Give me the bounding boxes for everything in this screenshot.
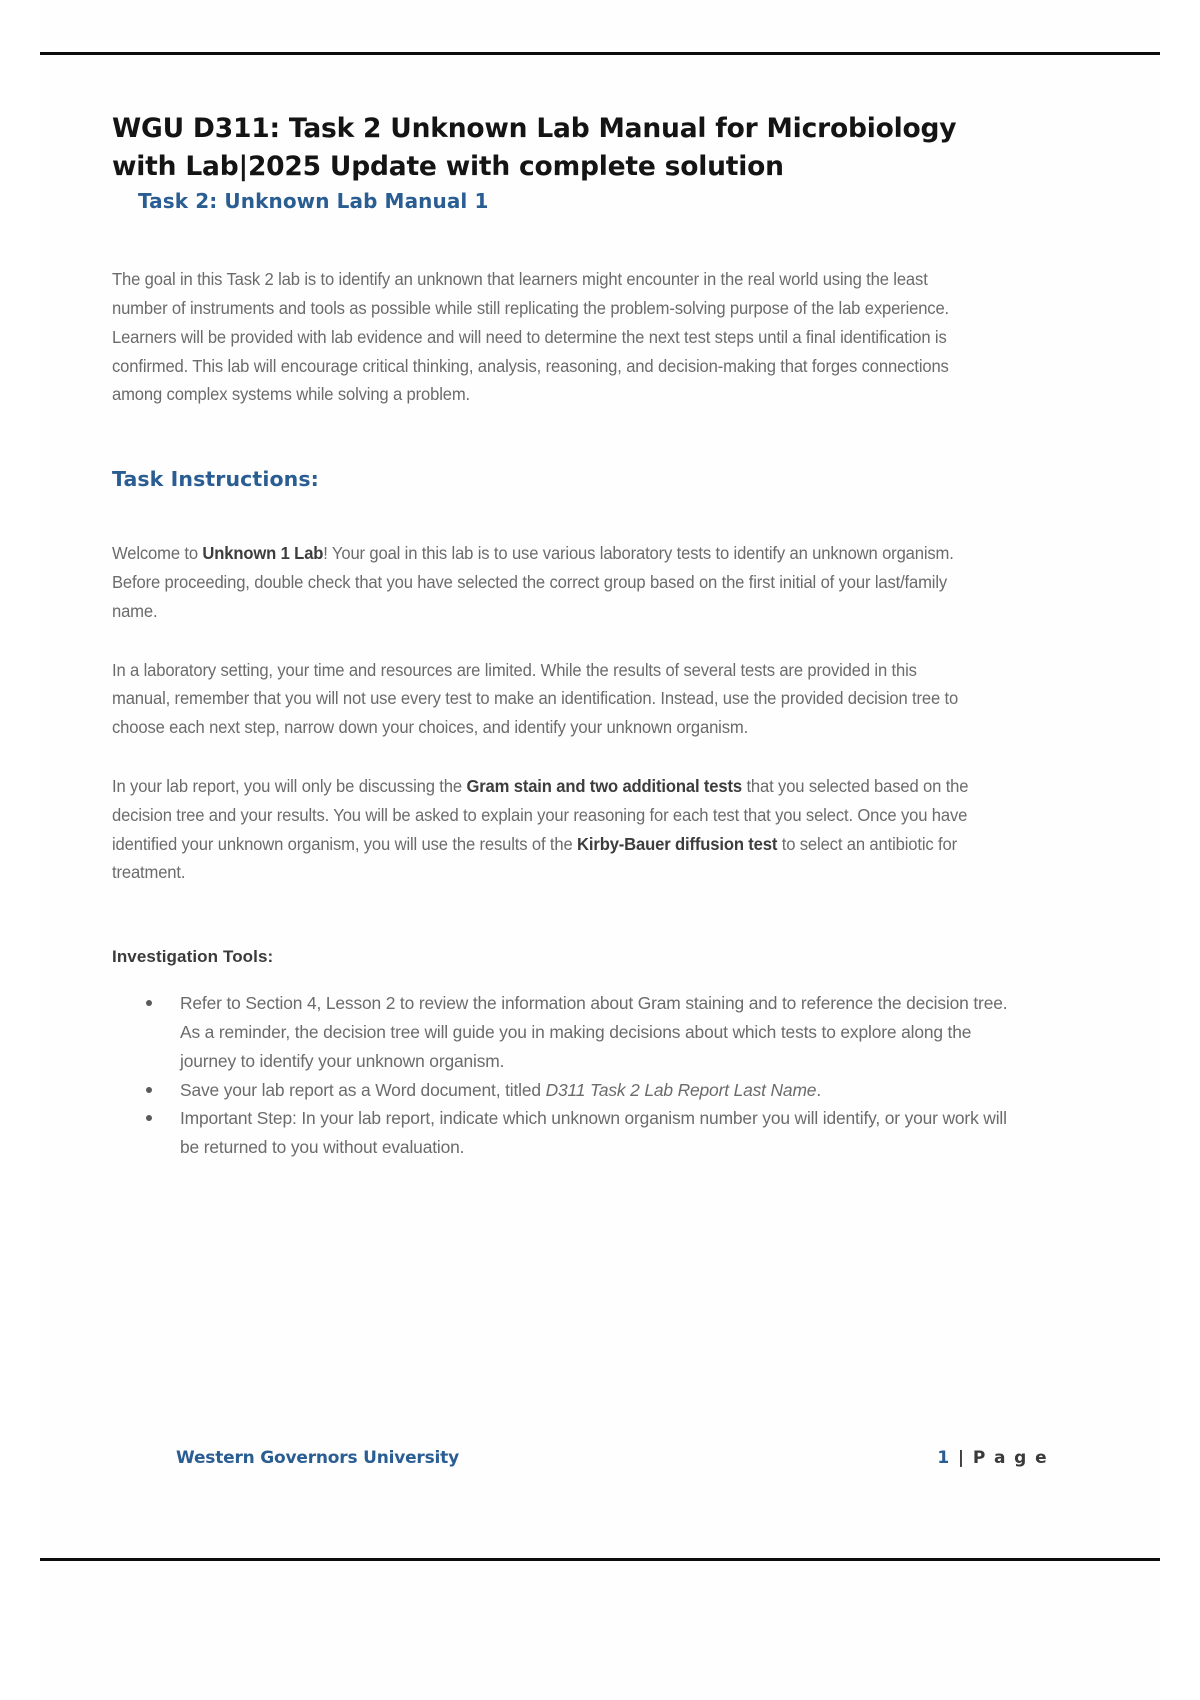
list-item-italic: D311 Task 2 Lab Report Last Name	[545, 1079, 817, 1100]
investigation-tools-heading: Investigation Tools:	[112, 947, 274, 967]
paragraph-lab-report-bold-kirby-bauer: Kirby-Bauer diffusion test	[577, 833, 778, 854]
intro-paragraph: The goal in this Task 2 lab is to identify an unknown that learners might encounter in the real world using the least number of instruments and tools as possible while still replicating the problem-solving purpose of the lab experience. Learners will be provided with lab evidence and will need to determine the next test steps until a final identification is confirmed. This lab will encourage critical thinking, analysis, reasoning, and decision-making that forges connections among complex systems while solving a problem.	[112, 269, 950, 405]
paragraph-lab-report-text-3: to select an antibiotic for treatment.	[112, 833, 957, 883]
investigation-tools-list	[112, 989, 1017, 1162]
task-instructions-heading: Task Instructions:	[112, 467, 319, 492]
paragraph-lab-report-bold-gram-stain: Gram stain and two additional tests	[466, 776, 742, 797]
paragraph-welcome-bold-unknown-lab: Unknown 1 Lab	[202, 543, 324, 564]
list-item-text-2: .	[816, 1079, 822, 1100]
list-item-text-1: Important Step: In your lab report, indicate which unknown organism number you will identify, or your work will be returned to you without evaluation.	[180, 1108, 1007, 1158]
paragraph-lab-setting: In a laboratory setting, your time and resources are limited. While the results of several tests are provided in this manual, remember that you will not use every test to make an identification. Instead, use the provided decision tree to choose each next step, narrow down your choices, and identify your unknown organism.	[112, 659, 959, 738]
list-item	[112, 1076, 1017, 1105]
header-rule	[40, 52, 1160, 55]
page-title: WGU D311: Task 2 Unknown Lab Manual for Microbiology with Lab|2025 Update with complete solution	[112, 113, 957, 182]
bullet-dot-icon	[146, 1087, 152, 1093]
paragraph-lab-report-text-1: In your lab report, you will only be discussing the	[112, 776, 467, 797]
footer-page-label: P a g e	[972, 1448, 1048, 1468]
footer-page-indicator	[937, 1448, 1048, 1468]
footer-page-separator: |	[950, 1448, 973, 1468]
document-content	[112, 110, 1072, 1162]
list-item-text-1: Save your lab report as a Word document, titled	[180, 1079, 546, 1100]
document-page	[40, 0, 1160, 1700]
footer-rule	[40, 1558, 1160, 1561]
document-subtitle: Task 2: Unknown Lab Manual 1	[138, 189, 489, 214]
footer-organization: Western Governors University	[176, 1448, 459, 1468]
paragraph-welcome-text-2: ! Your goal in this lab is to use various laboratory tests to identify an unknown organism. Before proceeding, double check that you have selected the correct group based on the first initial of your last/family name.	[112, 543, 954, 621]
paragraph-welcome	[112, 539, 972, 625]
bullet-dot-icon	[146, 1115, 152, 1121]
page-footer	[112, 1448, 1072, 1478]
list-item	[112, 989, 1017, 1075]
paragraph-lab-report-text-2: that you selected based on the decision tree and your results. You will be asked to explain your reasoning for each test that you select. Once you have identified your unknown organism, you will use the results of the	[112, 776, 969, 854]
paragraph-welcome-text-1: Welcome to	[112, 543, 203, 564]
paragraph-lab-report	[112, 772, 976, 887]
bullet-dot-icon	[146, 1000, 152, 1006]
list-item-text-1: Refer to Section 4, Lesson 2 to review the information about Gram staining and to reference the decision tree. As a reminder, the decision tree will guide you in making decisions about which tests to explore along the journey to identify your unknown organism.	[180, 993, 1008, 1071]
footer-page-number: 1	[937, 1448, 951, 1468]
list-item	[112, 1104, 1017, 1162]
